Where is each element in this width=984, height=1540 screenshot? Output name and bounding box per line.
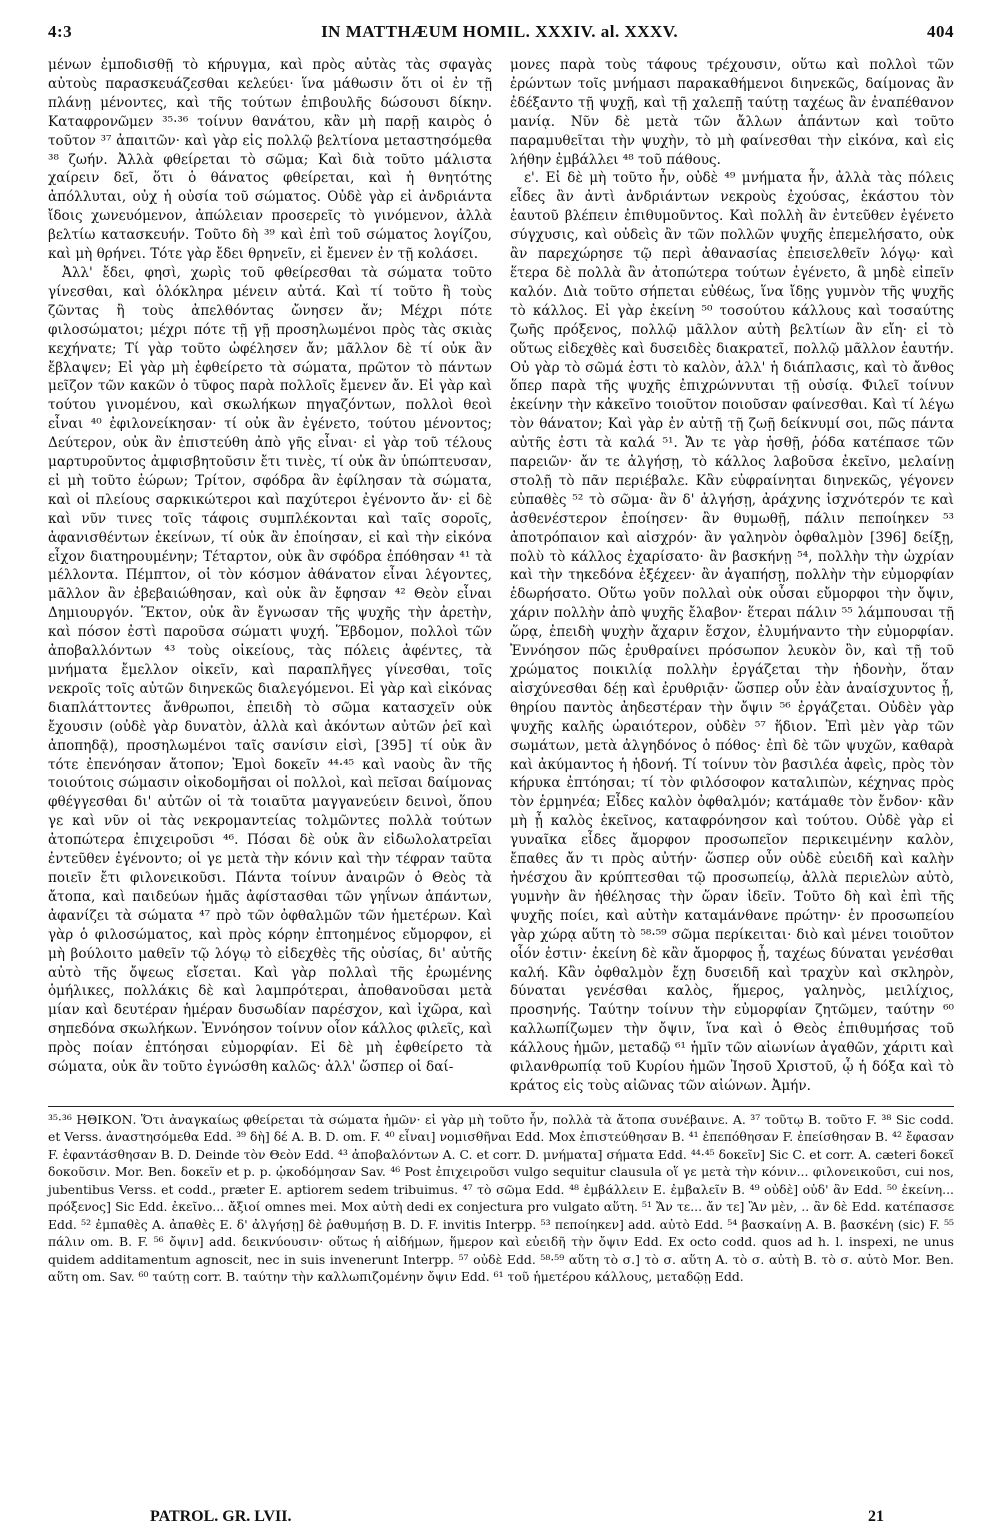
right-column xyxy=(510,56,954,1096)
paragraph: μονες παρὰ τοὺς τάφους τρέχουσιν, οὕτω καὶ πολλοὶ τῶν ἐρώντων τοῖς μνήμασι παρακαθήμενοι διηνεκῶς, δαίμονας ἂν ἐδέξαντο τῇ ψυχῇ, καὶ τῇ χαλεπῇ ταύτῃ ταχέως ἂν ἐναπέθανον μανίᾳ. Νῦν δὲ μετὰ τῶν ἄλλων ἁπάντων καὶ τοῦτο παραμυθεῖται τὴν ψυχὴν, τὸ μὴ φαίνεσθαι τὴν εἰκόνα, καὶ εἰς λήθην ἐμβάλλει ⁴⁸ τοῦ πάθους. xyxy=(510,57,954,168)
paragraph: ε'. Εἰ δὲ μὴ τοῦτο ἦν, οὐδὲ ⁴⁹ μνήματα ἦν, ἀλλὰ τὰς πόλεις εἶδες ἂν ἀντὶ ἀνδριάντων νεκροὺς ἐχούσας, ἑκάστου τὸν ἑαυτοῦ βλέπειν ἐπιθυμοῦντος. Καὶ πολλὴ ἂν ἐντεῦθεν ἐγένετο σύγχυσις, καὶ οὐδεὶς ἂν τῶν πολλῶν ψυχῆς ἐπεμελήσατο, οὐκ ἂν παρεχώρησε τῷ περὶ ἀθανασίας ἐπεισελθεῖν λόγῳ· καὶ ἕτερα δὲ πολλὰ ἂν ἀτοπώτερα τούτων ἐγένετο, ἃ μηδὲ εἰπεῖν καλόν. Διὰ τοῦτο σήπεται εὐθέως, ἵνα ἴδῃς γυμνὸν τῆς ψυχῆς τὸ κάλλος. Εἰ γὰρ ἐκείνη ⁵⁰ τοσούτου κάλλους καὶ τοσαύτης ζωῆς πρόξενος, πολλῷ μᾶλλον αὐτὴ βελτίων ἂν εἴη· εἰ τὸ οὕτως εἰδεχθὲς καὶ δυσειδὲς διακρατεῖ, πολλῷ μᾶλλον ἑαυτήν. Οὐ γὰρ τὸ σῶμά ἐστι τὸ καλὸν, ἀλλ' ἡ διάπλασις, καὶ τὸ ἄνθος ὅπερ παρὰ τῆς ψυχῆς ἐπιχρώννυται τῇ οὐσίᾳ. Φιλεῖ τοίνυν ἐκείνην τὴν κἀκεῖνο τοιοῦτον ποιοῦσαν φαίνεσθαι. Καὶ τί λέγω τὸν θάνατον; Καὶ γὰρ ἐν αὐτῇ τῇ ζωῇ δείκνυμί σοι, πῶς πάντα αὐτῆς ἐστι τὰ καλά ⁵¹. Ἄν τε γὰρ ἡσθῇ, ῥόδα κατέπασε τῶν παρειῶν· ἄν τε ἀλγήσῃ, τὸ κάλλος λαβοῦσα ἐκεῖνο, μελαίνῃ στολῇ τὸ πᾶν περιέβαλε. Κἂν εὐφραίνηται διηνεκῶς, γέγονεν εὐπαθὲς ⁵² τὸ σῶμα· ἂν δ' ἀλγήσῃ, ἀράχνης ἰσχνότερόν τε καὶ ἀσθενέστερον ἐποίησεν· ἂν θυμωθῇ, πάλιν πεποίηκεν ⁵³ ἀποτρόπαιον καὶ αἰσχρόν· ἂν γαληνὸν ὀφθαλμὸν [396] δείξῃ, πολὺ τὸ κάλλος ἐχαρίσατο· ἂν βασκήνῃ ⁵⁴, πολλὴν τὴν ὠχρίαν καὶ τὴν τηκεδόνα ἐξέχεεν· ἂν ἀγαπήσῃ, πολλὴν τὴν εὐμορφίαν ἐδωρήσατο. Οὕτω γοῦν πολλαὶ οὐκ οὖσαι εὔμορφοι τὴν ὄψιν, χάριν πολλὴν ἀπὸ ψυχῆς ἔλαβον· ἕτεραι πάλιν ⁵⁵ λάμπουσαι τῇ ὥρᾳ, ἐπειδὴ ψυχὴν ἄχαριν ἔσχον, ἐλυμήναντο τὴν εὐμορφίαν. Ἐννόησον πῶς ἐρυθραίνει πρόσωπον λευκὸν ὂν, καὶ τῇ τοῦ χρώματος ποικιλίᾳ πολλὴν ἐργάζεται τὴν ἡδονὴν, ὅταν αἰσχύνεσθαι δέῃ καὶ ἐρυθριᾷν· ὥσπερ οὖν ἐὰν ἀναίσχυντος ᾖ, θηρίου παντὸς ἀηδεστέραν τὴν ὄψιν ⁵⁶ ἐργάζεται. Οὐδὲν γὰρ ψυχῆς καλῆς ὡραιότερον, οὐδὲν ⁵⁷ ἥδιον. Ἐπὶ μὲν γὰρ τῶν σωμάτων, μετὰ ἀλγηδόνος ὁ πόθος· ἐπὶ δὲ τῶν ψυχῶν, καθαρὰ καὶ ἀκύμαντος ἡ ἡδονή. Τί τοίνυν τὸν βασιλέα ἀφεὶς, πρὸς τὸν κήρυκα ἐπτόησαι; τί τὸν φιλόσοφον καταλιπὼν, κέχηνας πρὸς τὸν ἑρμηνέα; Εἶδες καλὸν ὀφθαλμόν; κατάμαθε τὸν ἔνδον· κἂν μὴ ᾖ καλὸς ἐκεῖνος, καταφρόνησον καὶ τούτου. Οὐδὲ γὰρ εἰ γυναῖκα εἶδες ἄμορφον προσωπεῖον περικειμένην καλὸν, ἔπαθες ἄν τι πρὸς αὐτήν· ὥσπερ οὖν οὐδὲ εὐειδῆ καὶ καλὴν ἠνέσχου ἂν κρύπτεσθαι τῷ προσωπείῳ, ἀλλὰ περιελὼν αὐτὸ, γυμνὴν ἂν ἠθέλησας τὴν ὥραν ἰδεῖν. Τοῦτο δὴ καὶ ἐπὶ τῆς ψυχῆς ποίει, καὶ αὐτὴν καταμάνθανε πρώτην· ἐν προσωπείου γὰρ χώρᾳ αὕτη τὸ ⁵⁸·⁵⁹ σῶμα περίκειται· διὸ καὶ μένει τοιοῦτον οἷόν ἐστιν· ἐκείνη δὲ κἂν ἄμορφος ᾖ, ταχέως δύναται γενέσθαι καλή. Κἂν ὀφθαλμὸν ἔχῃ δυσειδῆ καὶ τραχὺν καὶ σκληρὸν, δύναται γενέσθαι καλὸς, ἥμερος, γαληνὸς, μειλίχιος, προσηνής. Ταύτην τοίνυν τὴν εὐμορφίαν ζητῶμεν, ταύτην ⁶⁰ καλλωπίζωμεν τὴν ὄψιν, ἵνα καὶ ὁ Θεὸς ἐπιθυμήσας τοῦ κάλλους ἡμῶν, μεταδῷ ⁶¹ ἡμῖν τῶν αἰωνίων ἀγαθῶν, χάριτι καὶ φιλανθρωπίᾳ τοῦ Κυρίου ἡμῶν Ἰησοῦ Χριστοῦ, ᾧ ἡ δόξα καὶ τὸ κράτος εἰς τοὺς αἰῶνας τῶν αἰώνων. Ἀμήν. xyxy=(510,170,954,1094)
footnote-block: ³⁵·³⁶ ΗΘΙΚΟΝ. Ὅτι ἀναγκαίως φθείρεται τὰ σώματα ἡμῶν· εἰ γὰρ μὴ τοῦτο ἦν, πολλὰ τὰ ἄτοπα συνέβαινε. A. ³⁷ τοῦτῳ B. τοῦτο F. ³⁸ Sic codd. et Verss. ἀναστησόμεθα Edd. ³⁹ δὴ] δέ A. B. D. om. F. ⁴⁰ εἶναι] νομισθῆναι Edd. Mox ἐπιστεύθησαν B. ⁴¹ ἐπεπόθησαν F. ἐπείσθησαν B. ⁴² ἔφασαν F. ἐφαντάσθησαν B. D. Deinde τὸν Θεὸν Edd. ⁴³ ἀποβαλόντων A. C. et corr. D. μνήματα] σήματα Edd. ⁴⁴·⁴⁵ δοκεῖν] Sic C. et corr. A. cæteri δοκεῖ δοκοῦσιν. Mor. Ben. δοκεῖν et p. p. ᾠκοδόμησαν Sav. ⁴⁶ Post ἐπιχειροῦσι vulgo sequitur clausula οἵ γε μετὰ τὴν κόνιν... φιλονεικοῦσι, cui nos, jubentibus Verss. et codd., præter E. aptiorem sedem tribuimus. ⁴⁷ τὸ σῶμα Edd. ⁴⁸ ἐμβάλλειν E. ἐμβαλεῖν B. ⁴⁹ οὐδὲ] οὐδ' ἂν Edd. ⁵⁰ ἐκείνη... πρόξενος] Sic Edd. ἐκεῖνο... ἄξιοί omnes mei. Mox αὐτὴ dedi ex conjectura pro vulgato αὕτη. ⁵¹ Ἄν τε... ἄν τε] Ἂν μὲν, .. ἂν δὲ Edd. κατέπασσε Edd. ⁵² ἐμπαθὲς A. ἀπαθὲς E. δ' ἀλγήσῃ] δὲ ῥαθυμήσῃ B. D. F. invitis Interpp. ⁵³ πεποίηκεν] add. αὐτὸ Edd. ⁵⁴ βασκαίνῃ A. B. βασκένη (sic) F. ⁵⁵ πάλιν om. B. F. ⁵⁶ ὄψιν] add. δεικνύουσιν· οὕτως ἡ αἰδήμων, ἥμερον καὶ εὐειδῆ τὴν ὄψιν Edd. Ex octo codd. quos ad h. l. inspexi, ne unus quidem additamentum agnoscit, nec in suis invenerunt Interpp. ⁵⁷ οὐδὲ Edd. ⁵⁸·⁵⁹ αὕτη τὸ σ.] τὸ σ. αὕτη A. τὸ σ. αὐτὴ B. τὸ σ. αὐτὸ Mor. Ben. αὕτη om. Sav. ⁶⁰ ταύτῃ corr. B. ταύτην τὴν καλλωπιζομένην ὄψιν Edd. ⁶¹ τοῦ ἡμετέρου κάλλους, μεταδῷῃ Edd. xyxy=(48,1111,954,1285)
text-columns xyxy=(48,56,954,1096)
running-title: IN MATTHÆUM HOMIL. XXXIV. al. XXXV. xyxy=(321,22,679,41)
footer-sheet-number: 21 xyxy=(868,1508,884,1525)
footnotes xyxy=(48,1106,954,1286)
footer-signature: PATROL. GR. LVII. xyxy=(150,1508,292,1525)
page-number-right: 404 xyxy=(927,22,954,41)
page-number-left: 4:3 xyxy=(48,22,73,41)
paragraph: μένων ἐμποδισθῇ τὸ κήρυγμα, καὶ πρὸς αὐτὰς τὰς σφαγὰς αὐτοὺς παρασκευάζεσθαι κελεύει· ἵνα μάθωσιν ὅτι οἱ ἐν τῇ πλάνῃ μένοντες, καὶ τῆς τούτων ἐπιβουλῆς δώσουσι δίκην. Καταφρονῶμεν ³⁵·³⁶ τοίνυν θανάτου, κἂν μὴ παρῇ καιρὸς ὁ τοῦτον ³⁷ ἀπαιτῶν· καὶ γὰρ εἰς πολλῷ βελτίονα μεταστησόμεθα ³⁸ ζωήν. Ἀλλὰ φθείρεται τὸ σῶμα; Καὶ διὰ τοῦτο μάλιστα χαίρειν δεῖ, ὅτι ὁ θάνατος φθείρεται, καὶ ἡ θνητότης ἀπόλλυται, οὐχ ἡ οὐσία τοῦ σώματος. Οὐδὲ γὰρ εἰ ἀνδριάντα ἴδοις χωνευόμενον, ἀπώλειαν προσερεῖς τὸ γινόμενον, ἀλλὰ βελτίω κατασκευήν. Τοῦτο δὴ ³⁹ καὶ ἐπὶ τοῦ σώματος λογίζου, καὶ μὴ θρήνει. Τότε γὰρ ἔδει θρηνεῖν, εἰ ἔμενεν ἐν τῇ κολάσει. xyxy=(48,57,492,263)
paragraph: Ἀλλ' ἔδει, φησὶ, χωρὶς τοῦ φθείρεσθαι τὰ σώματα τοῦτο γίνεσθαι, καὶ ὁλόκληρα μένειν αὐτά. Καὶ τί τοῦτο ἢ τοὺς ζῶντας ἢ τοὺς ἀπελθόντας ὤνησεν ἄν; Μέχρι πότε φιλοσώματοι; μέχρι πότε τῇ γῇ προσηλωμένοι πρὸς τὰς σκιὰς κεχήνατε; Τί γὰρ τοῦτο ὠφέλησεν ἄν; μᾶλλον δὲ τί οὐκ ἂν ἔβλαψεν; Εἰ γὰρ μὴ ἐφθείρετο τὰ σώματα, πρῶτον τὸ πάντων μεῖζον τῶν κακῶν ὁ τῦφος παρὰ πολλοῖς ἔμενεν ἄν. Εἰ γὰρ καὶ τούτου γινομένου, καὶ σκωλήκων πηγαζόντων, πολλοὶ θεοὶ εἶναι ⁴⁰ ἐφιλονείκησαν· τί οὐκ ἂν ἐγένετο, τούτου μένοντος; Δεύτερον, οὐκ ἂν ἐπιστεύθη ἀπὸ γῆς εἶναι· εἰ γὰρ τοῦ τέλους μαρτυροῦντος ἀμφισβητοῦσιν ἔτι τινὲς, τί οὐκ ἂν ὑπώπτευσαν, εἰ μὴ τοῦτο ἑώρων; Τρίτον, σφόδρα ἂν ἐφίλησαν τὰ σώματα, καὶ οἱ πλείους σαρκικώτεροι καὶ παχύτεροι ἐγένοντο ἄν· εἰ δὲ καὶ νῦν τινες τοῖς τάφοις συμπλέκονται καὶ ταῖς σοροῖς, ἀφανισθέντων ἐκείνων, τί οὐκ ἂν ἐποίησαν, εἰ καὶ τὴν εἰκόνα εἶχον διατηρουμένην; Τέταρτον, οὐκ ἂν σφόδρα ἐπόθησαν ⁴¹ τὰ μέλλοντα. Πέμπτον, οἱ τὸν κόσμον ἀθάνατον εἶναι λέγοντες, μᾶλλον ἂν ἐβεβαιώθησαν, καὶ οὐκ ἂν ἔφησαν ⁴² Θεὸν εἶναι Δημιουργόν. Ἕκτον, οὐκ ἂν ἔγνωσαν τῆς ψυχῆς τὴν ἀρετὴν, καὶ πόσον ἐστὶ παροῦσα σώματι ψυχή. Ἕβδομον, πολλοὶ τῶν ἀποβαλλόντων ⁴³ τοὺς οἰκείους, τὰς πόλεις ἀφέντες, τὰ μνήματα ἔμελλον οἰκεῖν, καὶ παραπλῆγες γίνεσθαι, τοῖς νεκροῖς τοῖς αὐτῶν διηνεκῶς διαλεγόμενοι. Εἰ γὰρ καὶ εἰκόνας διαπλάττοντες ἄνθρωποι, ἐπειδὴ τὸ σῶμα κατασχεῖν οὐκ ἔχουσιν (οὐδὲ γὰρ δυνατὸν, ἀλλὰ καὶ ἀκόντων αὐτῶν ῥεῖ καὶ ἀποπηδᾷ), προσηλωμένοι ταῖς σανίσιν εἰσὶ, [395] τί οὐκ ἂν τότε ἐπενόησαν ἄτοπον; Ἐμοὶ δοκεῖν ⁴⁴·⁴⁵ καὶ ναοὺς ἂν τῆς τοιούτοις σώμασιν οἰκοδομῆσαι οἱ πολλοὶ, καὶ πεῖσαι δαίμονας φθέγγεσθαι δι' αὐτῶν οἱ τὰ τοιαῦτα μαγγανεύειν δεινοὶ, ὅπου γε καὶ νῦν οἱ τὰς νεκρομαντείας τολμῶντες πολλὰ τούτων ἀτοπώτερα ἐπιχειροῦσι ⁴⁶. Πόσαι δὲ οὐκ ἂν εἰδωλολατρεῖαι ἐντεῦθεν ἐγένοντο; οἱ γε μετὰ τὴν κόνιν καὶ τὴν τέφραν ταῦτα ποιεῖν ἔτι φιλονεικοῦσι. Πάντα τοίνυν ἀναιρῶν ὁ Θεὸς τὰ ἄτοπα, καὶ παιδεύων ἡμᾶς ἀφίστασθαι τῶν γηΐνων ἁπάντων, ἀφανίζει τὰ σώματα ⁴⁷ πρὸ τῶν ὀφθαλμῶν τῶν ἡμετέρων. Καὶ γὰρ ὁ φιλοσώματος, καὶ πρὸς κόρην ἐπτοημένος εὔμορφον, εἰ μὴ βούλοιτο μαθεῖν τῷ λόγῳ τὸ εἰδεχθὲς τῆς οὐσίας, δι' αὐτῆς αὐτὸ τῆς ὄψεως εἴσεται. Καὶ γὰρ πολλαὶ τῆς ἐρωμένης ὁμήλικες, πολλάκις δὲ καὶ λαμπρότεραι, ἀποθανοῦσαι μετὰ μίαν καὶ δευτέραν ἡμέραν δυσωδίαν παρέσχον, καὶ ἰχῶρα, καὶ σηπεδόνα σκωλήκων. Ἐννόησον τοίνυν οἷον κάλλος φιλεῖς, καὶ πρὸς ποίαν ἐπτόησαι εὐμορφίαν. Εἰ δὲ μὴ ἐφθείρετο τὰ σώματα, οὐκ ἂν τοῦτο ἐγνώσθη καλῶς· ἀλλ' ὥσπερ οἱ δαί- xyxy=(48,264,492,1076)
left-column xyxy=(48,56,492,1096)
running-header xyxy=(48,22,954,50)
page-footer xyxy=(150,1508,884,1526)
